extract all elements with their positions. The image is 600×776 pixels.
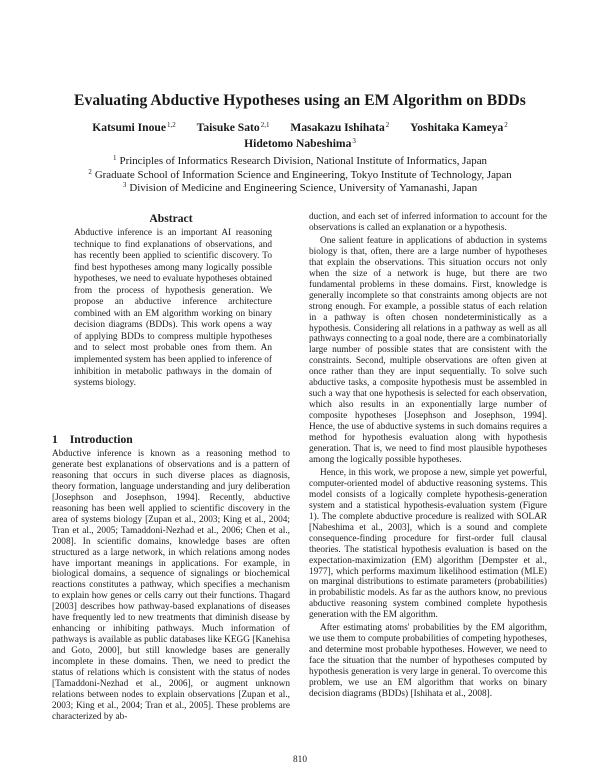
abstract-text: Abductive inference is an important AI reasoning technique to find explanations of observations, and has recently been applied to scientific discovery. To find best hypotheses among many logically possible hypotheses, we need to evaluate hypotheses obtained from the process of hypothesis generation. We propose an abductive inference architecture combined with an EM algorithm working on binary decision diagrams (BDDs). This work opens a way of applying BDDs to compress multiple hypotheses and to select most probable ones from them. An implemented system has been applied to inference of inhibition in metabolic pathways in the domain of systems biology. [74,228,272,389]
paper-title: Evaluating Abductive Hypotheses using an EM Algorithm on BDDs [74,92,526,109]
author-name: Masakazu Ishihata$^2$ [290,121,390,134]
author-line-2 [0,133,600,152]
affiliation: $^2$ Graduate School of Information Science and Engineering, Tokyo Institute of Technology, Japan [88,168,512,181]
author-name: Katsumi Inoue$^{1,2}$ [92,121,176,134]
abstract-heading: Abstract [149,212,193,225]
column-right [309,212,547,700]
affiliation: $^3$ Division of Medicine and Engineering Science, University of Yamanashi, Japan [122,181,478,194]
author-name: Yoshitaka Kameya$^2$ [410,121,508,134]
affiliation: $^1$ Principles of Informatics Research Division, National Institute of Informatics, Japan [113,154,487,167]
author-name: Hidetomo Nabeshima$^3$ [244,137,356,150]
paragraph: One salient feature in applications of abduction in systems biology is that, often, there are a large number of hypotheses that explain the observations. This situation occurs not only when the size of a network is huge, but there are two fundamental problems in these domains. First, knowledge is generally incomplete so that constraints among objects are not strong enough. For example, a possible status of each relation in a pathway is often chosen nondeterministically as a hypothesis. Considering all relations in a pathway as well as all pathways connecting to a goal node, there are a combinatorially large number of possible states that are consistent with the constraints. Second, multiple observations are often given at once rather than they are input sequentially. To solve such abductive tasks, a composite hypothesis must be assembled in such a way that one hypothesis is selected for each observation, which also results in an exponentially large number of composite hypotheses [Josephson and Josephson, 1994]. Hence, the use of abductive systems in such domains requires a method for hypothesis evaluation along with hypothesis generation. That is, we need to find most plausible hypotheses among the logically possible hypotheses. [309,235,547,465]
paragraph: duction, and each set of inferred information to account for the observations is called an explanation or a hypothesis. [309,212,547,233]
author-name: Taisuke Sato$^{2,1}$ [196,121,270,134]
paragraph: Abductive inference is known as a reasoning method to generate best explanations of observations and is a pattern of reasoning that occurs in such diverse places as diagnosis, theory formation, language understanding and jury deliberation [Josephson and Josephson, 1994]. Recently, abductive reasoning has been well applied to scientific discovery in the area of systems biology [Zupan et al., 2003; King et al., 2004; Tran et al., 2005; Tamaddoni-Nezhad et al., 2006; Chen et al., 2008]. In scientific domains, knowledge bases are often structured as a large network, in which relations among nodes have important meanings in applications. For example, in biological domains, a sequence of signalings or biochemical reactions constitutes a pathway, which specifies a mechanism to explain how genes or cells carry out their functions. Thagard [2003] describes how pathway-based explanations of diseases have frequently led to new treatments that diminish disease by enhancing or inhibiting pathways. Much information of pathways is available as public databases like KEGG [Kanehisa and Goto, 2000], but still knowledge bases are generally incomplete in these domains. Then, we need to predict the status of relations which is consistent with the status of nodes [Tamaddoni-Nezhad et al., 2006], or augment unknown relations between nodes to explain observations [Zupan et al., 2003; King et al., 2004; Tran et al., 2005]. These problems are characterized by ab- [52,449,290,722]
paragraph: After estimating atoms' probabilities by the EM algorithm, we use them to compute probabilities of competing hypotheses, and determine most probable hypotheses. However, we need to face the situation that the number of hypotheses computed by hypothesis generation is very large in general. To overcome this problem, we use an EM algorithm that works on binary decision diagrams (BDDs) [Ishihata et al., 2008]. [309,623,547,699]
paragraph: Hence, in this work, we propose a new, simple yet powerful, computer-oriented model of abductive reasoning systems. This model consists of a logically complete hypothesis-generation system and a statistical hypothesis-evaluation system (Figure 1). The complete abductive procedure is realized with SOLAR [Nabeshima et al., 2003], which is a sound and complete consequence-finding procedure for first-order full clausal theories. The statistical hypothesis evaluation is based on the expectation-maximization (EM) algorithm [Dempster et al., 1977], which performs maximum likelihood estimation (MLE) on marginal distributions to estimate parameters (probabilities) in probabilistic models. As far as the authors know, no previous abductive reasoning system combined complete hypothesis generation with the EM algorithm. [309,467,547,621]
column-left [52,449,290,723]
section-heading: 1 Introduction [52,433,133,446]
page-number: 810 [293,755,307,765]
